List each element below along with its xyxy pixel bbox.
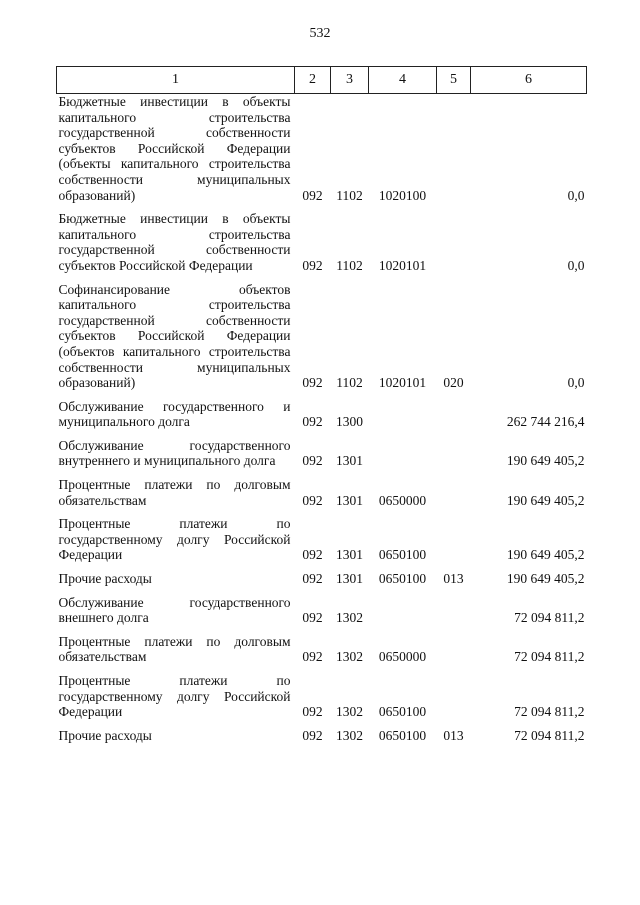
row-name: Процентные платежи по долговым обязательствам [58, 477, 291, 508]
table-row [57, 728, 587, 744]
row-spacer-cell [57, 587, 587, 595]
row-name: Обслуживание государственного внешнего долга [58, 594, 291, 626]
row-spacer-cell [57, 469, 587, 477]
row-section-code: 1301 [336, 492, 363, 508]
table-row [57, 634, 587, 665]
row-ministry-code: 092 [302, 375, 323, 391]
row-spacer [57, 430, 587, 438]
table-row [57, 211, 587, 273]
row-spacer-cell [57, 508, 587, 516]
row-name: Обслуживание государственного и муниципального долга [58, 398, 291, 430]
table-body [57, 94, 587, 744]
row-article-code: 0650000 [378, 649, 427, 665]
row-amount: 72 094 811,2 [514, 649, 585, 665]
row-ministry-code: 092 [302, 187, 323, 203]
header-col-2: 2 [295, 67, 331, 94]
row-amount: 262 744 216,4 [506, 414, 585, 430]
row-section-code: 1300 [336, 414, 363, 430]
row-ministry-code: 092 [302, 649, 323, 665]
row-section-code: 1102 [336, 257, 363, 273]
header-col-4: 4 [369, 67, 437, 94]
row-amount: 72 094 811,2 [514, 704, 585, 720]
row-name: Прочие расходы [58, 571, 152, 587]
row-expense-type-code [437, 211, 471, 273]
row-amount: 190 649 405,2 [506, 571, 585, 587]
row-ministry-code: 092 [302, 610, 323, 626]
row-spacer [57, 469, 587, 477]
row-expense-type-code: 013 [443, 727, 464, 743]
row-name: Процентные платежи по долговым обязательствам [58, 633, 291, 665]
row-article-code: 1020101 [378, 257, 427, 273]
row-name: Обслуживание государственного внутреннего и муниципального долга [58, 437, 291, 469]
row-amount: 72 094 811,2 [514, 610, 585, 626]
row-ministry-code: 092 [302, 453, 323, 469]
budget-table [56, 66, 587, 743]
row-spacer-cell [57, 430, 587, 438]
row-spacer [57, 203, 587, 211]
row-spacer [57, 508, 587, 516]
row-spacer-cell [57, 720, 587, 728]
row-spacer [57, 274, 587, 282]
row-ministry-code: 092 [302, 492, 323, 508]
row-expense-type-code: 020 [443, 375, 464, 391]
row-expense-type-code [437, 673, 471, 720]
table-row [57, 477, 587, 508]
row-spacer [57, 391, 587, 399]
row-expense-type-code [437, 634, 471, 665]
row-section-code: 1302 [336, 610, 363, 626]
table-row [57, 571, 587, 587]
row-amount: 0,0 [567, 187, 585, 203]
row-ministry-code: 092 [302, 571, 323, 587]
row-spacer [57, 587, 587, 595]
row-article-code: 1020101 [378, 375, 427, 391]
row-spacer [57, 626, 587, 634]
row-ministry-code: 092 [302, 414, 323, 430]
row-section-code: 1302 [336, 704, 363, 720]
row-article-code: 0650100 [378, 727, 427, 743]
row-spacer [57, 563, 587, 571]
row-section-code: 1102 [336, 375, 363, 391]
row-expense-type-code: 013 [443, 571, 464, 587]
table-row [57, 399, 587, 430]
row-amount: 190 649 405,2 [506, 453, 585, 469]
header-col-5: 5 [437, 67, 471, 94]
table-header [57, 67, 587, 94]
table-row [57, 516, 587, 563]
row-article-code: 0650100 [378, 704, 427, 720]
row-name: Прочие расходы [58, 727, 152, 743]
row-ministry-code: 092 [302, 727, 323, 743]
row-amount: 190 649 405,2 [506, 547, 585, 563]
table-row [57, 438, 587, 469]
row-name: Процентные платежи по государственному долгу Российской Федерации [58, 673, 291, 720]
row-spacer-cell [57, 665, 587, 673]
table-row [57, 94, 587, 204]
table-row [57, 595, 587, 626]
row-spacer-cell [57, 391, 587, 399]
row-amount: 190 649 405,2 [506, 492, 585, 508]
row-expense-type-code [437, 399, 471, 430]
row-spacer-cell [57, 563, 587, 571]
table-row [57, 282, 587, 391]
row-article-code: 1020100 [378, 187, 427, 203]
row-spacer-cell [57, 203, 587, 211]
table-row [57, 673, 587, 720]
row-ministry-code: 092 [302, 547, 323, 563]
row-section-code: 1302 [336, 727, 363, 743]
row-section-code: 1301 [336, 571, 363, 587]
row-ministry-code: 092 [302, 704, 323, 720]
row-amount: 72 094 811,2 [514, 727, 585, 743]
row-amount: 0,0 [567, 375, 585, 391]
row-expense-type-code [437, 595, 471, 626]
row-article-code: 0650000 [378, 492, 427, 508]
header-col-1: 1 [57, 67, 295, 94]
row-section-code: 1102 [336, 187, 363, 203]
row-article-code [369, 595, 437, 626]
row-name: Софинансирование объектов капитального строительства государственной собственности субъектов Российской Федерации (объектов капитального строительства собственности муниципальных образований) [58, 281, 291, 391]
row-ministry-code: 092 [302, 257, 323, 273]
row-expense-type-code [437, 516, 471, 563]
header-row [57, 67, 587, 94]
row-section-code: 1301 [336, 453, 363, 469]
row-expense-type-code [437, 438, 471, 469]
row-expense-type-code [437, 477, 471, 508]
row-article-code [369, 399, 437, 430]
row-article-code [369, 438, 437, 469]
row-spacer [57, 720, 587, 728]
row-spacer [57, 665, 587, 673]
row-spacer-cell [57, 626, 587, 634]
row-section-code: 1302 [336, 649, 363, 665]
row-spacer-cell [57, 274, 587, 282]
header-col-3: 3 [331, 67, 369, 94]
row-name: Бюджетные инвестиции в объекты капитального строительства государственной собственности субъектов Российской Федерации (объекты капитального строительства собственности муниципальных образований) [58, 94, 291, 203]
header-col-6: 6 [471, 67, 587, 94]
row-expense-type-code [437, 94, 471, 204]
row-name: Процентные платежи по государственному долгу Российской Федерации [58, 516, 291, 563]
row-amount: 0,0 [567, 257, 585, 273]
row-article-code: 0650100 [378, 571, 427, 587]
row-section-code: 1301 [336, 547, 363, 563]
row-article-code: 0650100 [378, 547, 427, 563]
row-name: Бюджетные инвестиции в объекты капитального строительства государственной собственности субъектов Российской Федерации [58, 211, 291, 273]
page-number: 532 [309, 26, 331, 41]
